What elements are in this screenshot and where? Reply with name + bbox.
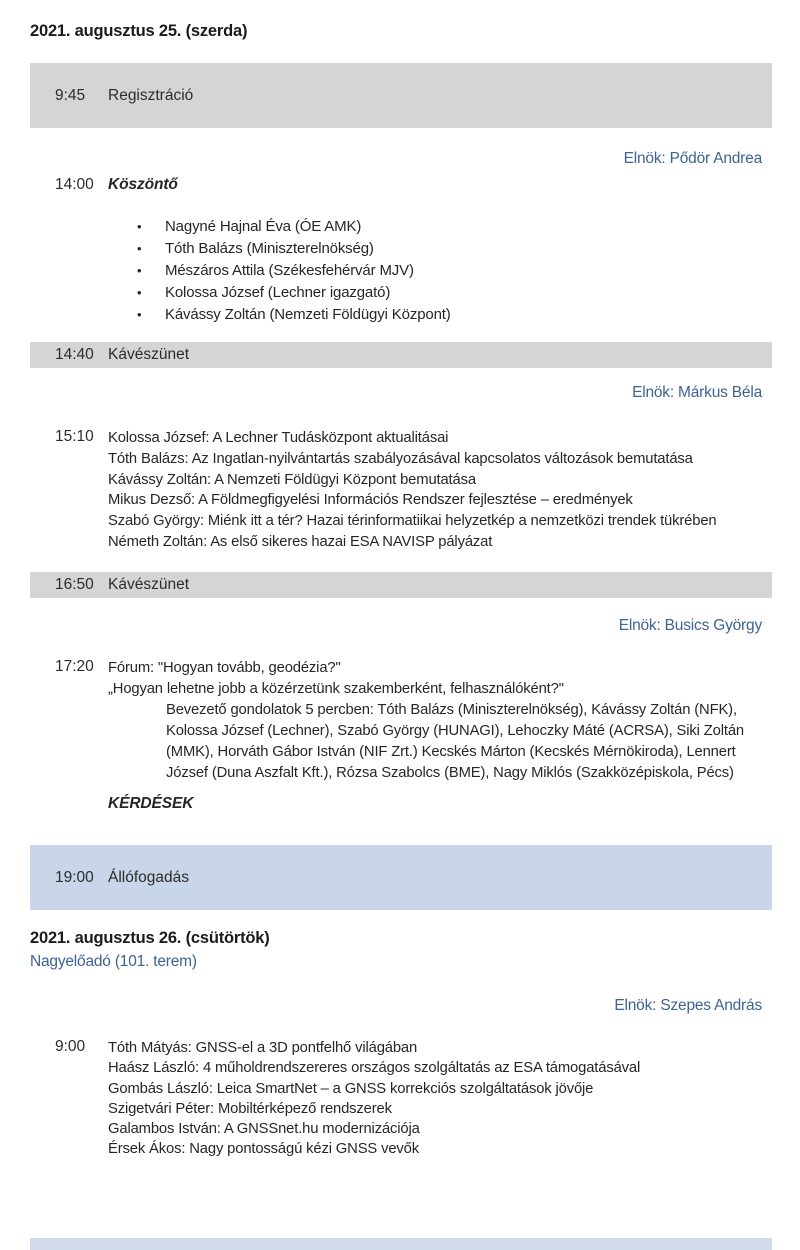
day1-title: 2021. augusztus 25. (szerda) bbox=[30, 22, 248, 40]
chair-label-1: Elnök: Pődör Andrea bbox=[623, 150, 762, 167]
forum-row bbox=[55, 658, 744, 784]
bullet-icon: • bbox=[137, 263, 142, 278]
talk-list bbox=[108, 428, 716, 553]
talk-line: Haász László: 4 műholdrendszereres országos szolgáltatás az ESA támogatásával bbox=[108, 1060, 641, 1077]
talk-line: Mikus Dezső: A Földmegfigyelési Információs Rendszer fejlesztése – eredmények bbox=[108, 492, 633, 509]
coffee-break-bar-2 bbox=[30, 572, 772, 598]
speaker-name: Tóth Balázs (Miniszterelnökség) bbox=[165, 240, 374, 257]
forum-title: Fórum: "Hogyan tovább, geodézia?" bbox=[108, 660, 341, 676]
opening-speaker-list bbox=[137, 216, 451, 326]
forum-intro bbox=[166, 700, 744, 784]
list-item bbox=[137, 282, 451, 304]
list-item bbox=[137, 216, 451, 238]
reception-time: 19:00 bbox=[55, 868, 94, 886]
afternoon-session-row bbox=[55, 428, 716, 553]
bullet-icon: • bbox=[137, 307, 142, 322]
talk-line: Kolossa József: A Lechner Tudásközpont aktualitásai bbox=[108, 430, 449, 446]
forum-time: 17:20 bbox=[55, 658, 94, 675]
speaker-name: Mészáros Attila (Székesfehérvár MJV) bbox=[165, 262, 414, 279]
talk-line: Szabó György: Miénk itt a tér? Hazai térinformatiikai helyzetkép a nemzetközi trendek tükrében bbox=[108, 513, 717, 530]
talk-line: Érsek Ákos: Nagy pontosságú kézi GNSS vevők bbox=[108, 1141, 420, 1158]
registration-bar bbox=[30, 63, 772, 128]
talk-line: Gombás László: Leica SmartNet – a GNSS korrekciós szolgáltatások jövője bbox=[108, 1080, 594, 1097]
forum-intro-line: Bevezető gondolatok 5 percben: Tóth Balázs (Miniszterelnökség), Kávássy Zoltán (NFK), bbox=[166, 702, 737, 718]
forum-intro-line: Kolossa József (Lechner), Szabó György (HUNAGI), Lehoczky Máté (ACRSA), Siki Zoltán bbox=[166, 723, 744, 739]
session-time: 15:10 bbox=[55, 428, 94, 445]
bullet-icon: • bbox=[137, 219, 142, 234]
list-item bbox=[137, 260, 451, 282]
coffee-break-bar-1 bbox=[30, 342, 772, 368]
talk-line: Németh Zoltán: As első sikeres hazai ESA NAVISP pályázat bbox=[108, 533, 493, 550]
venue-label: Nagyelőadó (101. terem) bbox=[30, 953, 197, 970]
chair-label-4: Elnök: Szepes András bbox=[614, 997, 762, 1014]
break-time: 14:40 bbox=[55, 346, 94, 363]
chair-label-3: Elnök: Busics György bbox=[618, 617, 762, 634]
registration-label: Regisztráció bbox=[108, 86, 194, 104]
break-label: Kávészünet bbox=[108, 346, 189, 363]
bullet-icon: • bbox=[137, 285, 142, 300]
registration-time: 9:45 bbox=[55, 86, 86, 104]
day2-title: 2021. augusztus 26. (csütörtök) bbox=[30, 929, 270, 947]
reception-bar bbox=[30, 845, 772, 910]
questions-label: KÉRDÉSEK bbox=[108, 795, 194, 812]
talk-line: Galambos István: A GNSSnet.hu modernizációja bbox=[108, 1121, 420, 1138]
speaker-name: Kolossa József (Lechner igazgató) bbox=[165, 284, 391, 301]
opening-label: Köszöntő bbox=[108, 176, 178, 193]
reception-label: Állófogadás bbox=[108, 868, 190, 886]
forum-content bbox=[108, 658, 744, 784]
forum-intro-line: József (Duna Aszfalt Kft.), Rózsa Szabolcs (BME), Nagy Miklós (Szakközépiskola, Pécs) bbox=[166, 765, 734, 781]
speaker-name: Kávássy Zoltán (Nemzeti Földügyi Központ) bbox=[165, 306, 451, 323]
bullet-icon: • bbox=[137, 241, 142, 256]
talk-line: Kávássy Zoltán: A Nemzeti Földügyi Központ bemutatása bbox=[108, 471, 476, 488]
talk-line: Szigetvári Péter: Mobiltérképező rendszerek bbox=[108, 1100, 392, 1117]
talk-line: Tóth Mátyás: GNSS-el a 3D pontfelhő világában bbox=[108, 1040, 418, 1056]
morning-session-row bbox=[55, 1038, 640, 1160]
opening-time: 14:00 bbox=[55, 176, 94, 193]
session-time: 9:00 bbox=[55, 1038, 86, 1055]
talk-line: Tóth Balázs: Az Ingatlan-nyilvántartás szabályozásával kapcsolatos változások bemutatása bbox=[108, 450, 693, 467]
forum-subtitle: „Hogyan lehetne jobb a közérzetünk szakemberként, felhasználóként?" bbox=[108, 681, 564, 697]
forum-intro-line: (MMK), Horváth Gábor István (NIF Zrt.) Kecskés Márton (Kecskés Mérnökiroda), Lennert bbox=[166, 744, 736, 760]
list-item bbox=[137, 304, 451, 326]
break-time: 16:50 bbox=[55, 576, 94, 593]
speaker-name: Nagyné Hajnal Éva (ÓE AMK) bbox=[165, 218, 362, 235]
talk-list bbox=[108, 1038, 640, 1160]
chair-label-2: Elnök: Márkus Béla bbox=[632, 384, 762, 401]
break-label: Kávészünet bbox=[108, 576, 189, 593]
next-section-bar-partial bbox=[30, 1238, 772, 1250]
opening-row bbox=[55, 176, 178, 194]
list-item bbox=[137, 238, 451, 260]
